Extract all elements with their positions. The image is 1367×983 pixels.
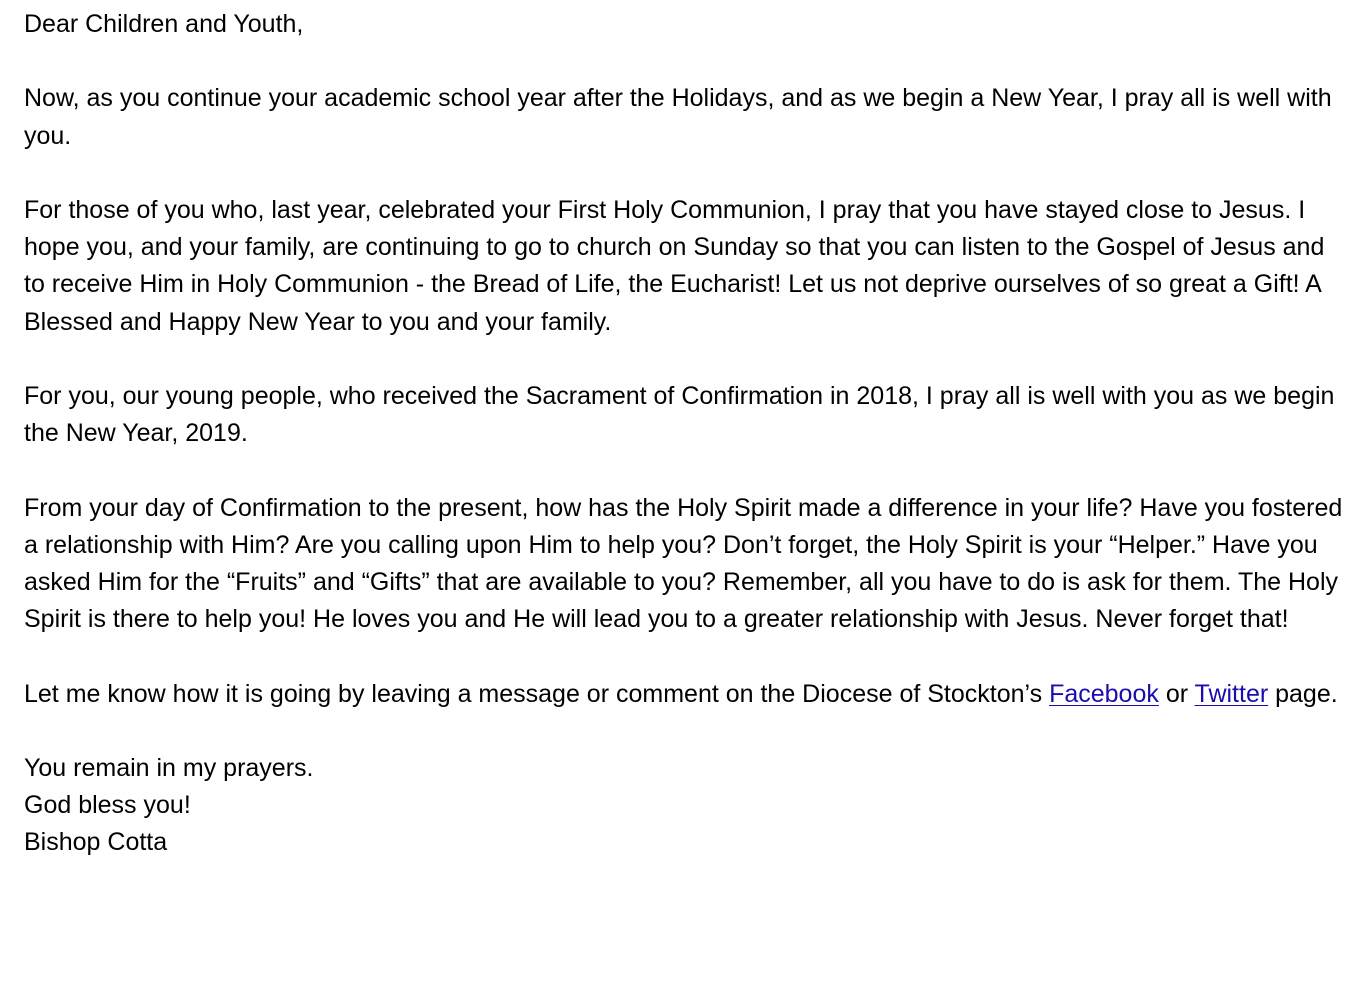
paragraph-confirmation: For you, our young people, who received the Sacrament of Confirmation in 2018, I pray all is well with you as we begin the New Year, 2019.: [24, 381, 1335, 448]
closing-blessing: God bless you!: [24, 791, 191, 820]
social-text-before: Let me know how it is going by leaving a message or comment on the Diocese of Stockton’s: [24, 679, 1050, 708]
letter-body: [24, 6, 1344, 862]
paragraph-first-communion: For those of you who, last year, celebrated your First Holy Communion, I pray that you have stayed close to Jesus. I hope you, and your family, are continuing to go to church on Sunday so that you can listen to the Gospel of Jesus and to receive Him in Holy Communion - the Bread of Life, the Eucharist! Let us not deprive ourselves of so great a Gift! A Blessed and Happy New Year to you and your family.: [24, 195, 1325, 336]
signature: Bishop Cotta: [24, 828, 168, 857]
facebook-link[interactable]: Facebook: [1049, 679, 1159, 708]
paragraph-social-media: [24, 676, 1344, 713]
paragraph-academic-year: Now, as you continue your academic school year after the Holidays, and as we begin a New Year, I pray all is well with you.: [24, 84, 1332, 150]
paragraph-holy-spirit: From your day of Confirmation to the present, how has the Holy Spirit made a difference in your life? Have you fostered a relationship with Him? Are you calling upon Him to help you? Don’t forget, the Holy Spirit is your “Helper.” Have you asked Him for the “Fruits” and “Gifts” that are available to you? Remember, all you have to do is ask for them. The Holy Spirit is there to help you! He loves you and He will lead you to a greater relationship with Jesus. Never forget that!: [24, 493, 1343, 634]
social-text-after: page.: [1268, 679, 1338, 708]
closing-prayers: You remain in my prayers.: [24, 753, 314, 782]
closing-block: [24, 750, 1344, 862]
greeting: Dear Children and Youth,: [24, 10, 304, 38]
social-text-middle: or: [1158, 679, 1195, 708]
twitter-link[interactable]: Twitter: [1194, 679, 1269, 708]
